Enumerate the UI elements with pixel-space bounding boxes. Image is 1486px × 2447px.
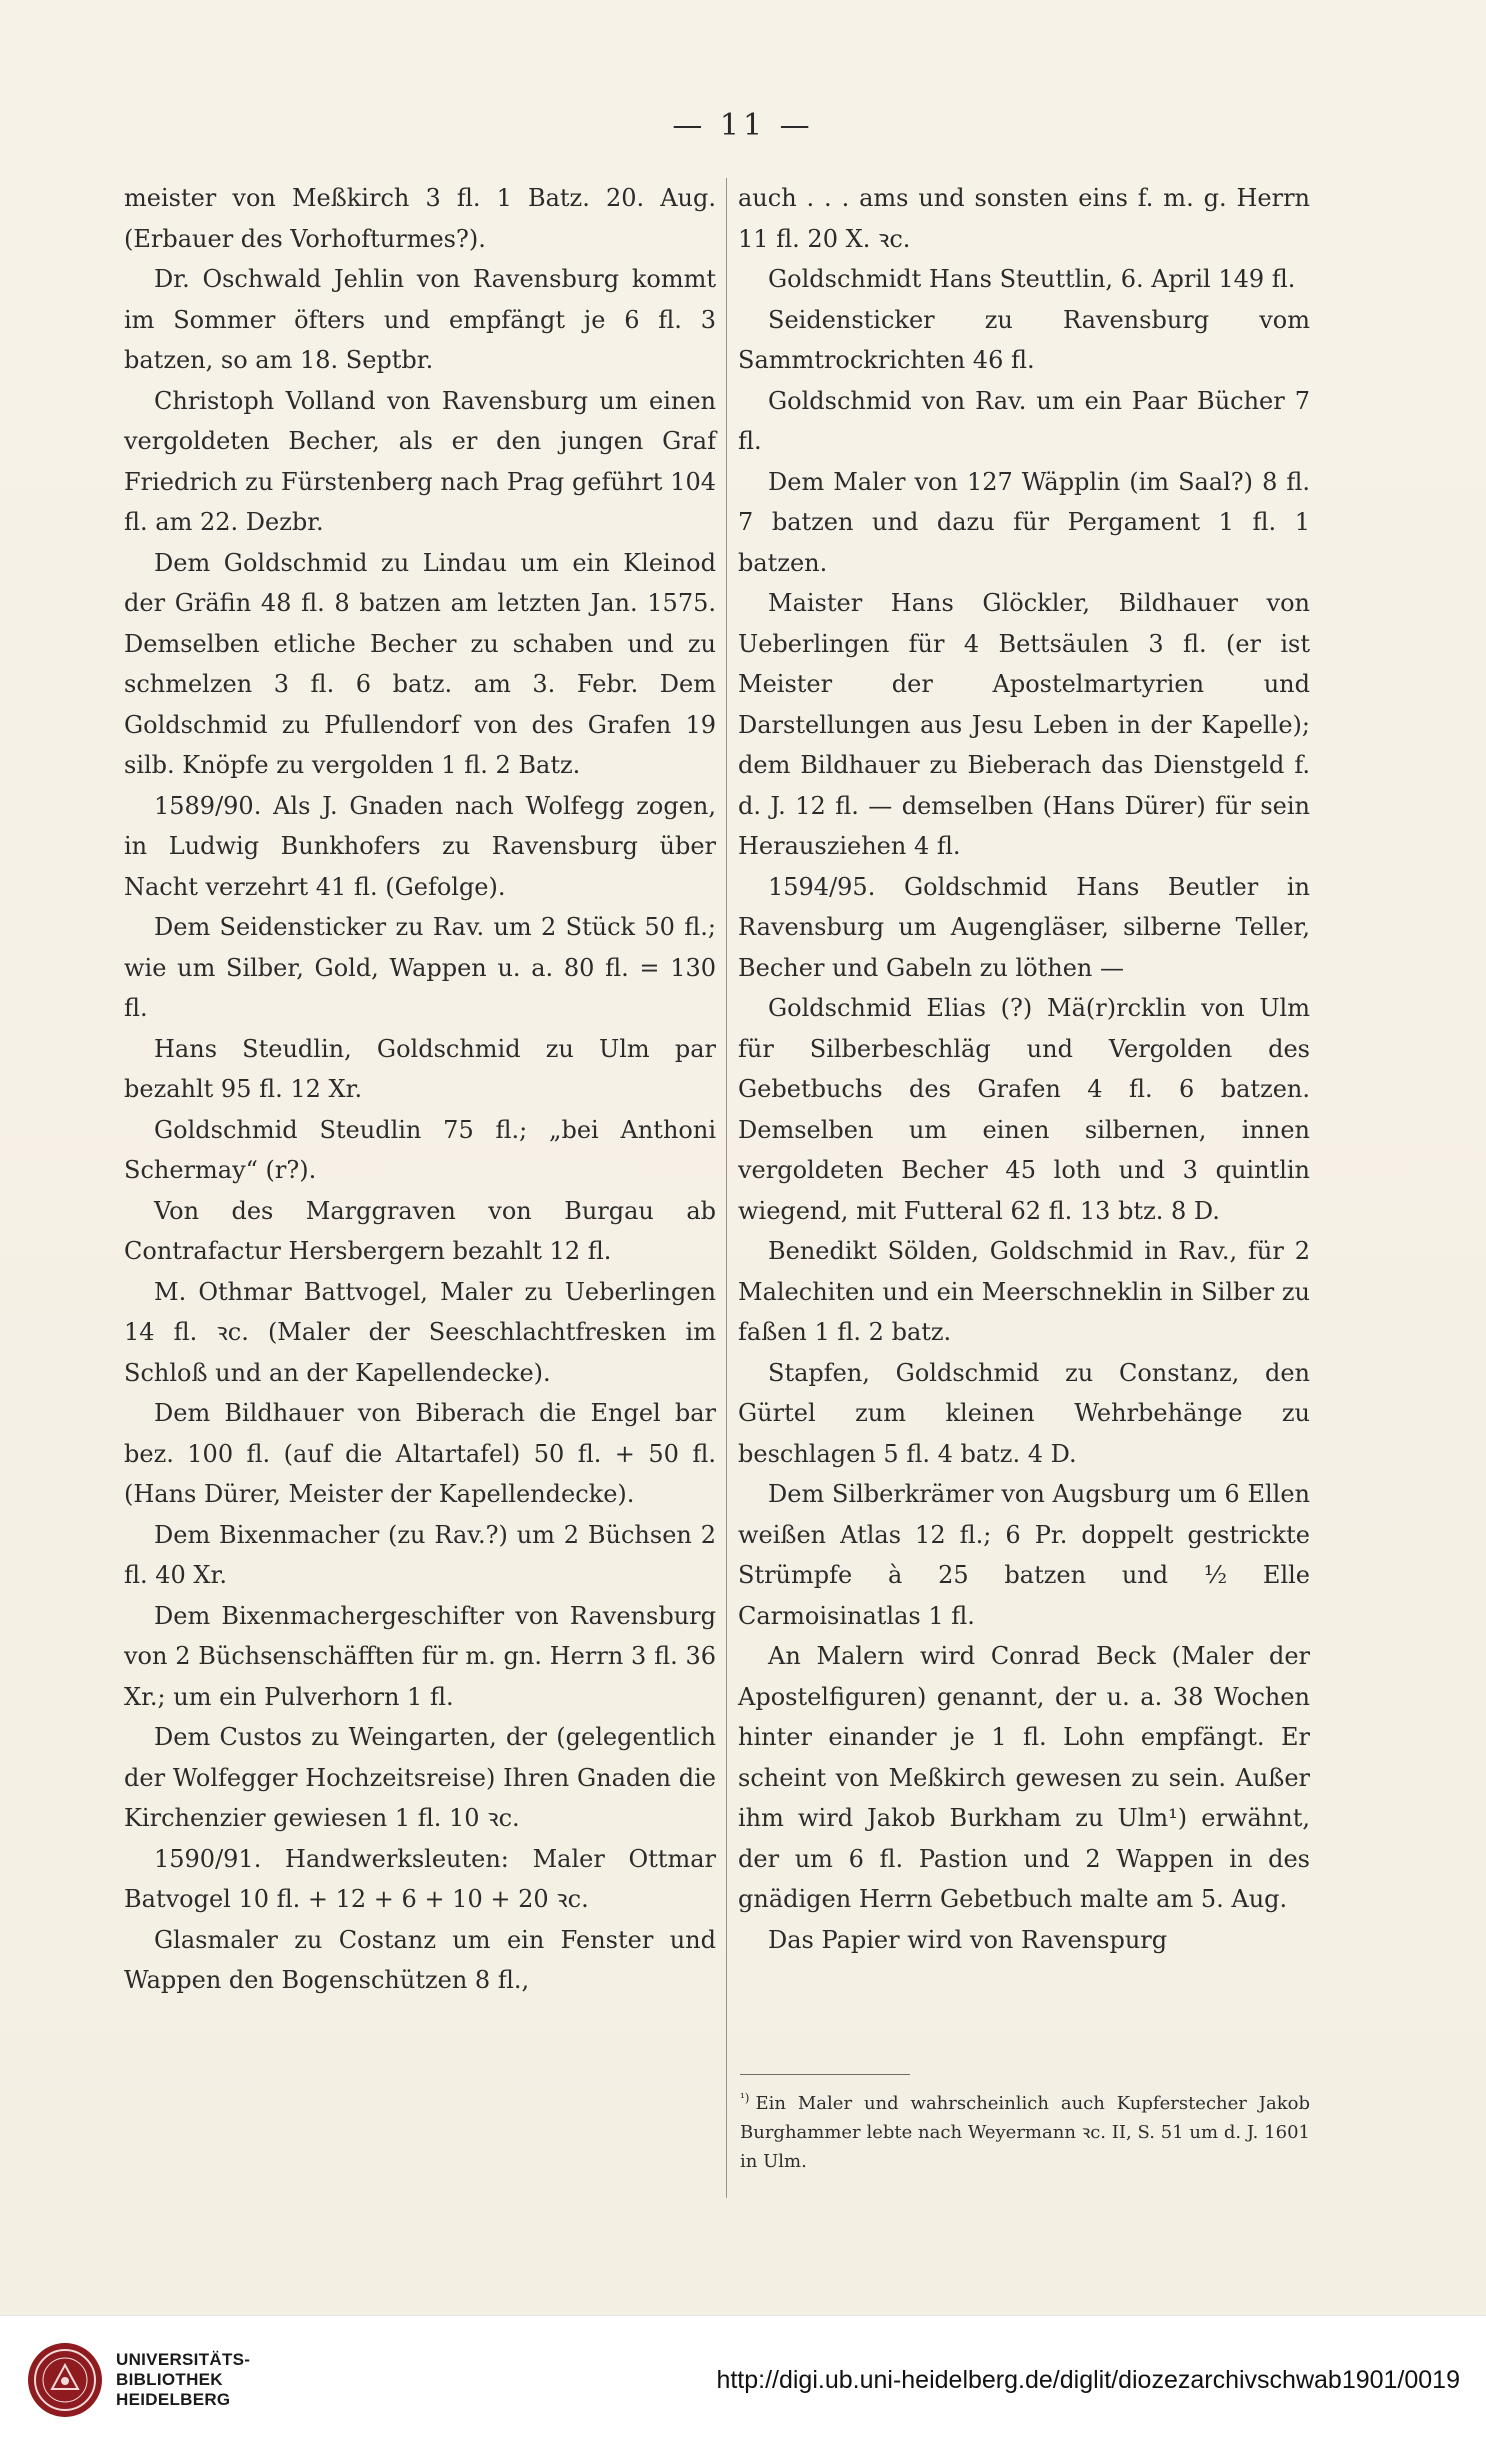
paragraph: Dem Bixenmachergeschifter von Ravensburg von 2 Büchsenschäfften für m. gn. Herrn 3 fl. 36 Xr.; um ein Pulverhorn 1 fl. — [124, 1601, 716, 1711]
right-column — [738, 178, 1310, 1960]
paragraph: Dr. Oschwald Jehlin von Ravensburg kommt im Sommer öfters und empfängt je 6 fl. 3 batzen, so am 18. Septbr. — [124, 265, 716, 374]
paragraph: Seidensticker zu Ravensburg vom Sammtrockrichten 46 fl. — [738, 305, 1310, 374]
paragraph: Dem Seidensticker zu Rav. um 2 Stück 50 fl.; wie um Silber, Gold, Wappen u. a. 80 fl. = 130 fl. — [124, 913, 716, 1022]
paragraph: Von des Marggraven von Burgau ab Contrafactur Hersbergern bezahlt 12 fl. — [124, 1196, 716, 1265]
library-name: UNIVERSITÄTS- BIBLIOTHEK HEIDELBERG — [116, 2350, 251, 2409]
left-column — [124, 178, 716, 2001]
paragraph: 1590/91. Handwerksleuten: Maler Ottmar Batvogel 10 fl. + 12 + 6 + 10 + 20 ꝛc. — [124, 1844, 716, 1913]
paragraph: Das Papier wird von Ravenspurg — [768, 1925, 1168, 1954]
library-logo[interactable] — [28, 2343, 250, 2417]
paragraph: Goldschmid Elias (?) Mä(r)rcklin von Ulm für Silberbeschläg und Vergolden des Gebetbuchs des Grafen 4 fl. 6 batzen. Demselben um einen silbernen, innen vergoldeten Becher 45 loth und 3 quintlin wiegend, mit Futteral 62 fl. 13 btz. 8 D. — [738, 994, 1310, 1225]
library-seal-icon — [28, 2343, 102, 2417]
paragraph: Hans Steudlin, Goldschmid zu Ulm par bezahlt 95 fl. 12 Xr. — [124, 1034, 716, 1103]
footnote-rule — [740, 2074, 910, 2075]
paragraph: Glasmaler zu Costanz um ein Fenster und Wappen den Bogenschützen 8 fl., — [124, 1925, 716, 1994]
paragraph: Goldschmid von Rav. um ein Paar Bücher 7 fl. — [738, 386, 1310, 455]
paragraph: Dem Silberkrämer von Augsburg um 6 Ellen weißen Atlas 12 fl.; 6 Pr. doppelt gestrickte Strümpfe à 25 batzen und ½ Elle Carmoisinatlas 1 fl. — [738, 1480, 1310, 1630]
paragraph: Dem Bildhauer von Biberach die Engel bar bez. 100 fl. (auf die Altartafel) 50 fl. + 50 fl. (Hans Dürer, Meister der Kapellendecke). — [124, 1399, 716, 1508]
page-number: — 11 — — [672, 108, 814, 143]
footnote-marker: ¹) — [740, 2091, 750, 2105]
footnote — [740, 2084, 1310, 2176]
paragraph: 1589/90. Als J. Gnaden nach Wolfegg zogen, in Ludwig Bunkhofers zu Ravensburg über Nacht verzehrt 41 fl. (Gefolge). — [124, 791, 716, 901]
paragraph: Goldschmidt Hans Steuttlin, 6. April 149 fl. — [768, 265, 1296, 293]
paragraph: meister von Meßkirch 3 fl. 1 Batz. 20. Aug. (Erbauer des Vorhofturmes?). — [124, 184, 716, 253]
paragraph: Goldschmid Steudlin 75 fl.; „bei Anthoni Schermay“ (r?). — [124, 1115, 716, 1184]
paragraph: Stapfen, Goldschmid zu Constanz, den Gürtel zum kleinen Wehrbehänge zu beschlagen 5 fl. 4 batz. 4 D. — [738, 1358, 1310, 1468]
source-url-link[interactable]: http://digi.ub.uni-heidelberg.de/diglit/diozezarchivschwab1901/0019 — [716, 2366, 1460, 2394]
paragraph: Dem Custos zu Weingarten, der (gelegentlich der Wolfegger Hochzeitsreise) Ihren Gnaden die Kirchenzier gewiesen 1 fl. 10 ꝛc. — [124, 1723, 716, 1832]
paragraph: Dem Bixenmacher (zu Rav.?) um 2 Büchsen 2 fl. 40 Xr. — [124, 1520, 716, 1589]
paragraph: Maister Hans Glöckler, Bildhauer von Ueberlingen für 4 Bettsäulen 3 fl. (er ist Meister der Apostelmartyrien und Darstellungen aus Jesu Leben in der Kapelle); dem Bildhauer zu Bieberach das Dienstgeld f. d. J. 12 fl. — demselben (Hans Dürer) für sein Herausziehen 4 fl. — [738, 589, 1310, 860]
paragraph: An Malern wird Conrad Beck (Maler der Apostelfiguren) genannt, der u. a. 38 Wochen hinter einander je 1 fl. Lohn empfängt. Er scheint von Meßkirch gewesen zu sein. Außer ihm wird Jakob Burkham zu Ulm¹) erwähnt, der um 6 fl. Pastion und 2 Wappen in des gnädigen Herrn Gebetbuch malte am 5. Aug. — [738, 1642, 1310, 1913]
paragraph: Dem Maler von 127 Wäpplin (im Saal?) 8 fl. 7 batzen und dazu für Pergament 1 fl. 1 batzen. — [738, 467, 1310, 577]
paragraph: Dem Goldschmid zu Lindau um ein Kleinod der Gräfin 48 fl. 8 batzen am letzten Jan. 1575. Demselben etliche Becher zu schaben und zu schmelzen 3 fl. 6 batz. am 3. Febr. Dem Goldschmid zu Pfullendorf von des Grafen 19 silb. Knöpfe zu vergolden 1 fl. 2 Batz. — [124, 548, 716, 779]
paragraph: M. Othmar Battvogel, Maler zu Ueberlingen 14 fl. ꝛc. (Maler der Seeschlachtfresken im Schloß und an der Kapellendecke). — [124, 1277, 716, 1387]
footnote-text: Ein Maler und wahrscheinlich auch Kupferstecher Jakob Burghammer lebte nach Weyermann ꝛc. II, S. 51 um d. J. 1601 in Ulm. — [740, 2093, 1310, 2172]
paragraph: 1594/95. Goldschmid Hans Beutler in Ravensburg um Augengläser, silberne Teller, Becher und Gabeln zu löthen — — [738, 872, 1310, 982]
paragraph: Christoph Volland von Ravensburg um einen vergoldeten Becher, als er den jungen Graf Friedrich zu Fürstenberg nach Prag geführt 104 fl. am 22. Dezbr. — [124, 386, 716, 536]
footer-bar — [0, 2315, 1486, 2447]
paragraph: auch . . . ams und sonsten eins f. m. g. Herrn 11 fl. 20 X. ꝛc. — [738, 184, 1310, 253]
column-divider — [726, 178, 727, 2198]
paragraph: Benedikt Sölden, Goldschmid in Rav., für 2 Malechiten und ein Meerschneklin in Silber zu faßen 1 fl. 2 batz. — [738, 1237, 1310, 1346]
